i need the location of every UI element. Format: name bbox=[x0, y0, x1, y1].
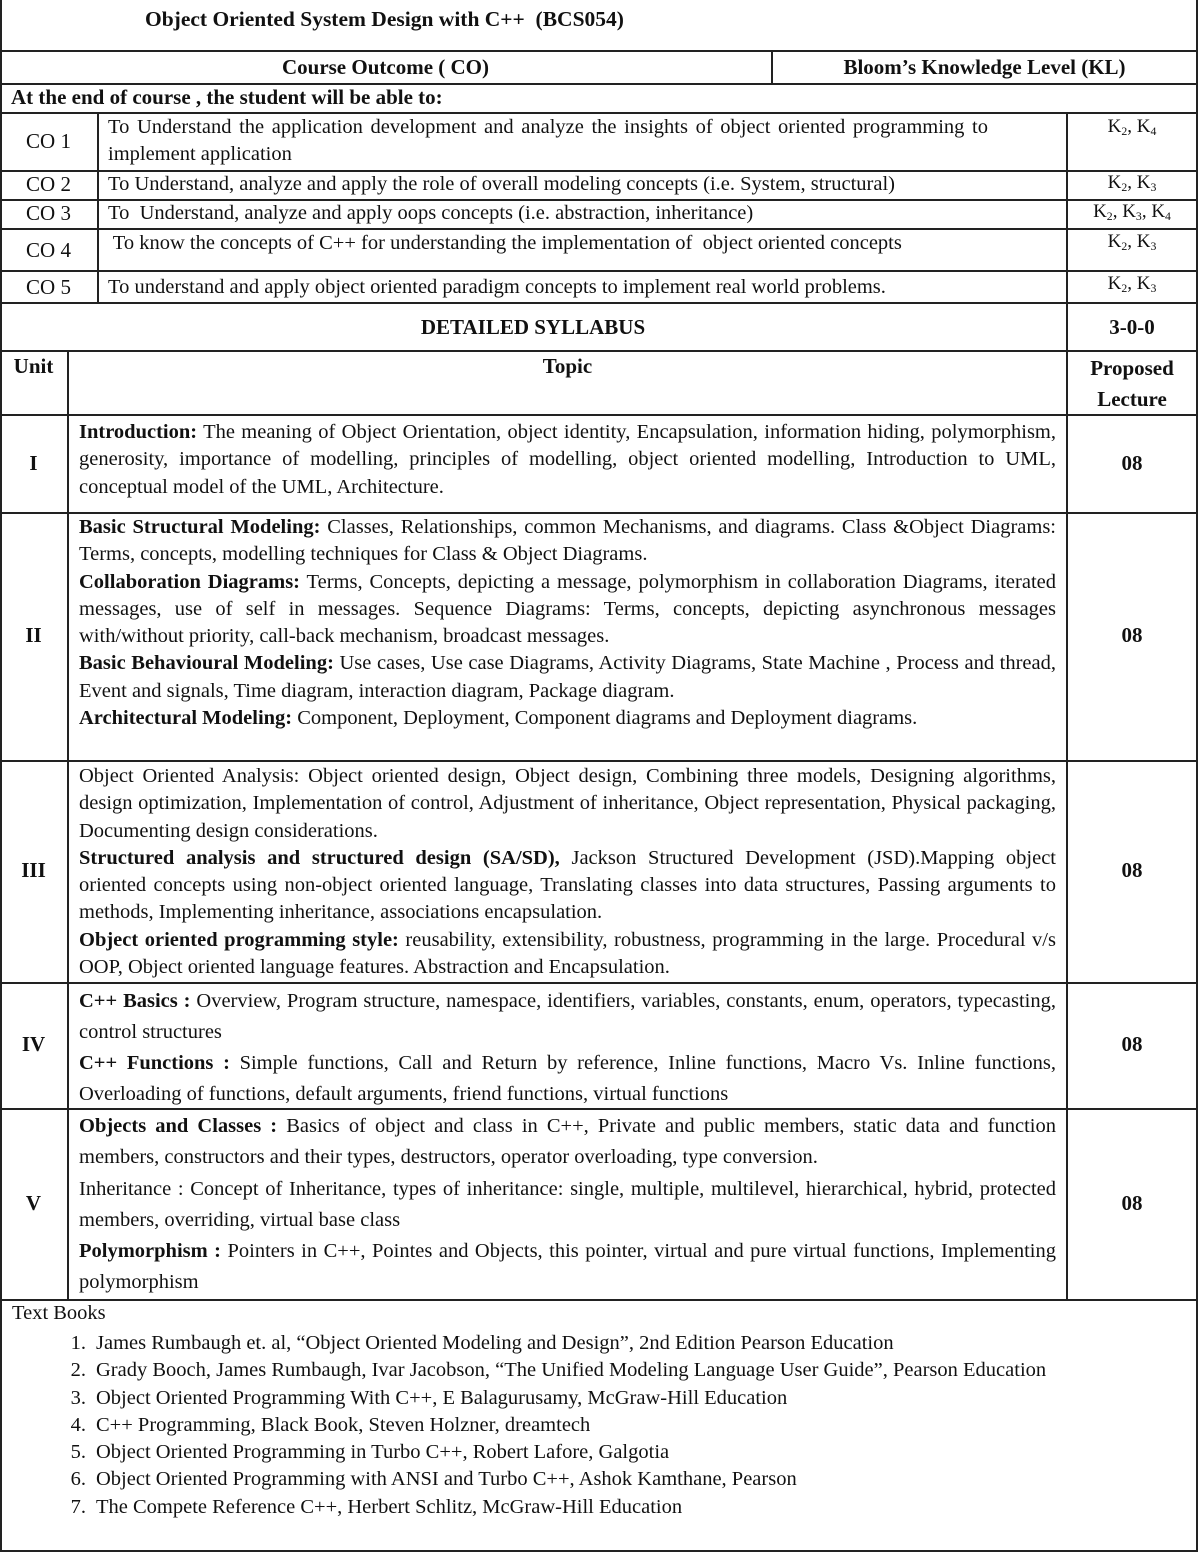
unit-topics bbox=[79, 419, 1056, 501]
topic-paragraph: Structured analysis and structured design (SA/SD), Jackson Structured Development (JSD).Mapping object oriented concepts using non-object oriented language, Translating classes into data structures, Passing arguments to methods, Implementing inheritance, associations encapsulation. bbox=[79, 846, 1056, 924]
unit-lectures: 08 bbox=[1121, 451, 1143, 475]
topic-paragraph: Collaboration Diagrams: Terms, Concepts, depicting a message, polymorphism in collaboration Diagrams, iterated messages, use of self in messages. Sequence Diagrams: Terms, concepts, depicting asynchronous messages with/without priority, call-back mechanism, broadcast messages. bbox=[79, 570, 1056, 648]
ltp-value: 3-0-0 bbox=[1109, 315, 1155, 339]
list-item: 3. Object Oriented Programming With C++, E Balagurusamy, McGraw-Hill Education bbox=[70, 1386, 788, 1409]
co-text: To understand and apply object oriented paradigm concepts to implement real world problems. bbox=[108, 276, 886, 298]
list-item: 5. Object Oriented Programming in Turbo C++, Robert Lafore, Galgotia bbox=[70, 1441, 670, 1464]
rule bbox=[0, 1550, 1198, 1552]
rule bbox=[67, 350, 69, 1299]
unit-lectures: 08 bbox=[1121, 623, 1143, 647]
rule bbox=[0, 760, 1198, 762]
unit-topics bbox=[79, 514, 1056, 732]
rule bbox=[0, 982, 1198, 984]
co-text: To Understand, analyze and apply oops concepts (i.e. abstraction, inheritance) bbox=[108, 202, 754, 224]
unit-topics bbox=[79, 763, 1056, 981]
rule bbox=[0, 302, 1198, 304]
topic-paragraph: Object oriented programming style: reusability, extensibility, robustness, programming in the large. Procedural v/s OOP, Object oriented language features. Abstraction and Encapsulation. bbox=[79, 928, 1056, 979]
co-kl: $K_2$, $K_3$, $K_4$ bbox=[1093, 201, 1171, 223]
co-kl: $K_2$, $K_4$ bbox=[1107, 116, 1157, 138]
outcomes-intro: At the end of course , the student will be able to: bbox=[11, 85, 443, 109]
unit-column-header: Unit bbox=[13, 354, 54, 378]
text-books-list bbox=[30, 1330, 1136, 1521]
unit-number: I bbox=[29, 451, 38, 475]
unit-lectures: 08 bbox=[1121, 1191, 1143, 1215]
unit-topics bbox=[79, 1111, 1056, 1299]
syllabus-heading: DETAILED SYLLABUS bbox=[420, 315, 646, 339]
co-text: To Understand, analyze and apply the role of overall modeling concepts (i.e. System, structural) bbox=[108, 173, 895, 195]
text-books-heading: Text Books bbox=[12, 1302, 106, 1324]
topic-column-header: Topic bbox=[542, 354, 593, 378]
course-title: Object Oriented System Design with C++ (BCS054) bbox=[145, 7, 624, 31]
topic-paragraph: Inheritance : Concept of Inheritance, types of inheritance: single, multiple, multilevel, hierarchical, hybrid, protected members, overriding, virtual base class bbox=[79, 1177, 1056, 1231]
topic-paragraph: C++ Functions : Simple functions, Call and Return by reference, Inline functions, Macro Vs. Inline functions, Overloading of functions, default arguments, friend functions, virtual functions bbox=[79, 1052, 1056, 1105]
rule bbox=[0, 350, 1198, 352]
unit-lectures: 08 bbox=[1121, 858, 1143, 882]
bloom-level-header: Bloom’s Knowledge Level (KL) bbox=[843, 55, 1126, 79]
topic-paragraph: Object Oriented Analysis: Object oriented design, Object design, Combining three models, Designing algorithms, design optimization, Implementation of control, Adjustment of inheritance, Object representation, Physical packaging, Documenting design considerations. bbox=[79, 765, 1056, 842]
unit-number: III bbox=[21, 858, 46, 882]
unit-topics bbox=[79, 986, 1056, 1110]
unit-number: IV bbox=[21, 1032, 46, 1056]
rule bbox=[0, 414, 1198, 416]
unit-lectures: 08 bbox=[1121, 1032, 1143, 1056]
course-outcome-header: Course Outcome ( CO) bbox=[281, 55, 490, 79]
unit-number: II bbox=[25, 623, 42, 647]
list-item: 1. James Rumbaugh et. al, “Object Oriented Modeling and Design”, 2nd Edition Pearson Education bbox=[70, 1332, 894, 1354]
topic-paragraph: Introduction: The meaning of Object Orientation, object identity, Encapsulation, information hiding, polymorphism, generosity, importance of modelling, principles of modelling, object oriented modelling, Introduction to UML, conceptual model of the UML, Architecture. bbox=[79, 421, 1056, 498]
list-item: 2. Grady Booch, James Rumbaugh, Ivar Jacobson, “The Unified Modeling Language User Guide”, Pearson Education bbox=[70, 1359, 1047, 1382]
topic-paragraph: Basic Structural Modeling: Classes, Relationships, common Mechanisms, and diagrams. Class &Object Diagrams: Terms, concepts, modelling techniques for Class & Object Diagrams. bbox=[79, 516, 1056, 566]
co-kl: $K_2$, $K_3$ bbox=[1107, 172, 1157, 194]
co-code: CO 2 bbox=[26, 172, 71, 196]
lecture-column-header: Proposed Lecture bbox=[1090, 356, 1174, 411]
co-code: CO 5 bbox=[26, 275, 71, 299]
unit-number: V bbox=[25, 1191, 42, 1215]
co-kl: $K_2$, $K_3$ bbox=[1107, 273, 1157, 295]
list-item: 6. Object Oriented Programming with ANSI and Turbo C++, Ashok Kamthane, Pearson bbox=[70, 1468, 797, 1491]
topic-paragraph: Objects and Classes : Basics of object and class in C++, Private and public members, static data and function members, constructors and their types, destructors, operator overloading, type conversion. bbox=[79, 1115, 1057, 1169]
co-code: CO 4 bbox=[26, 238, 71, 262]
co-text: To Understand the application development and analyze the insights of object oriented programming to implement application bbox=[108, 116, 988, 166]
rule bbox=[0, 50, 1198, 52]
topic-paragraph: Basic Behavioural Modeling: Use cases, Use case Diagrams, Activity Diagrams, State Machine , Process and thread, Event and signals, Time diagram, interaction diagram, Package diagram. bbox=[79, 652, 1056, 702]
rule bbox=[1196, 0, 1198, 1552]
co-text: To know the concepts of C++ for understanding the implementation of object oriented concepts bbox=[108, 232, 902, 254]
co-kl: $K_2$, $K_3$ bbox=[1107, 231, 1157, 253]
rule bbox=[0, 1299, 1198, 1301]
list-item: 4. C++ Programming, Black Book, Steven Holzner, dreamtech bbox=[70, 1413, 591, 1436]
topic-paragraph: Polymorphism : Pointers in C++, Pointes and Objects, this pointer, virtual and pure virtual functions, Implementing polymorphism bbox=[79, 1240, 1056, 1294]
rule bbox=[97, 112, 99, 302]
rule bbox=[0, 270, 1198, 272]
topic-paragraph: Architectural Modeling: Component, Deployment, Component diagrams and Deployment diagrams. bbox=[79, 707, 918, 730]
topic-paragraph: C++ Basics : Overview, Program structure, namespace, identifiers, variables, constants, enum, operators, typecasting, control structures bbox=[79, 990, 1056, 1043]
list-item: 7. The Compete Reference C++, Herbert Schlitz, McGraw-Hill Education bbox=[70, 1495, 683, 1518]
co-code: CO 1 bbox=[26, 129, 71, 153]
co-code: CO 3 bbox=[26, 201, 71, 225]
rule bbox=[0, 0, 2, 1552]
